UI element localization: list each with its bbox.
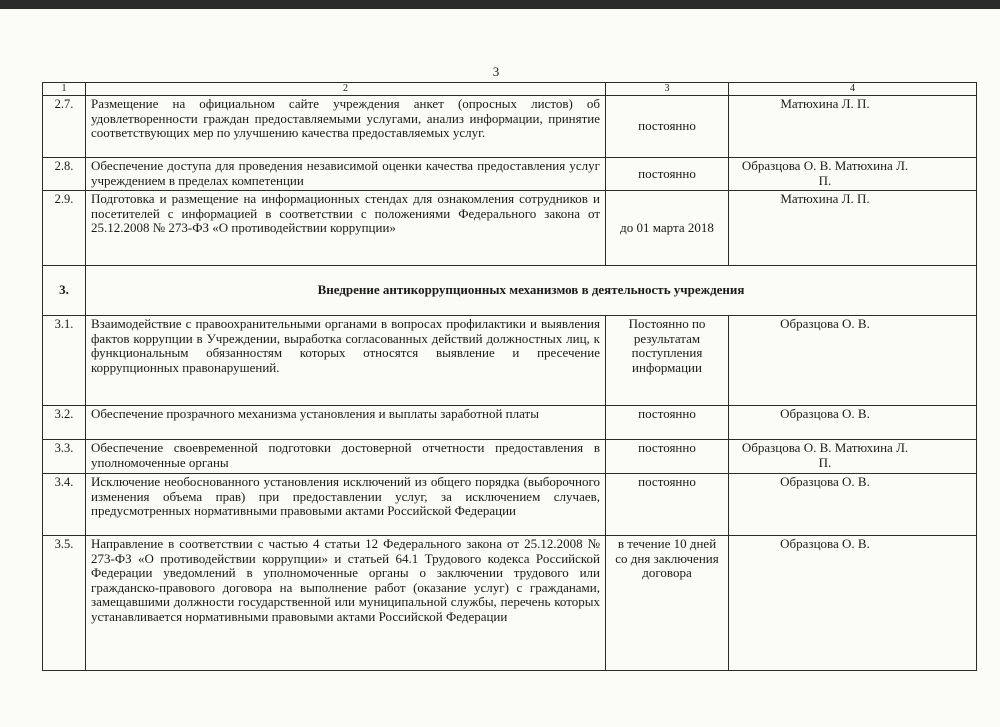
row-responsible: Образцова О. В. xyxy=(729,406,977,440)
row-description: Обеспечение прозрачного механизма установления и выплаты заработной платы xyxy=(86,406,606,440)
page-number: 3 xyxy=(492,64,500,79)
row-term: Постоянно по результатам поступления информации xyxy=(606,316,729,406)
row-number: 2.9. xyxy=(43,191,86,266)
row-description: Взаимодействие с правоохранительными органами в вопросах профилактики и выявления фактов коррупции в Учреждении, выработка согласованных действий должностных лиц, к функциональным обязанностям которых относятся выявление и пресечение коррупционных правонарушений. xyxy=(86,316,606,406)
row-responsible: Матюхина Л. П. xyxy=(729,96,977,158)
row-responsible: Образцова О. В. Матюхина Л. П. xyxy=(729,440,977,474)
row-term: постоянно xyxy=(606,96,729,158)
column-header: 3 xyxy=(606,83,729,96)
column-header: 2 xyxy=(86,83,606,96)
row-term: постоянно xyxy=(606,474,729,536)
row-number: 3.3. xyxy=(43,440,86,474)
table-row xyxy=(43,474,977,536)
column-header: 4 xyxy=(729,83,977,96)
row-description: Обеспечение доступа для проведения независимой оценки качества предоставления услуг учреждением в пределах компетенции xyxy=(86,158,606,191)
column-header: 1 xyxy=(43,83,86,96)
row-number: 2.7. xyxy=(43,96,86,158)
table-row xyxy=(43,406,977,440)
column-number-row xyxy=(43,83,977,96)
row-description: Исключение необоснованного установления исключений из общего порядка (выборочного изменения объема прав) при предоставлении услуг, за исключением случаев, предусмотренных нормативными правовыми актами Российской Федерации xyxy=(86,474,606,536)
row-responsible: Образцова О. В. Матюхина Л. П. xyxy=(729,158,977,191)
row-description: Подготовка и размещение на информационных стендах для ознакомления сотрудников и посетителей с информацией в соответствии с положениями Федерального закона от 25.12.2008 № 273-ФЗ «О противодействии коррупции» xyxy=(86,191,606,266)
row-term: постоянно xyxy=(606,406,729,440)
row-number: 2.8. xyxy=(43,158,86,191)
row-term: постоянно xyxy=(606,440,729,474)
table-row xyxy=(43,536,977,671)
row-number: 3.2. xyxy=(43,406,86,440)
row-description: Размещение на официальном сайте учреждения анкет (опросных листов) об удовлетворенности граждан предоставляемыми услугами, анализ информации, принятие соответствующих мер по улучшению качества предоставляемых услуг. xyxy=(86,96,606,158)
row-term: постоянно xyxy=(606,158,729,191)
table-row xyxy=(43,440,977,474)
row-number: 3.5. xyxy=(43,536,86,671)
table-row xyxy=(43,158,977,191)
row-number: 3.1. xyxy=(43,316,86,406)
section-number: 3. xyxy=(43,266,86,316)
row-number: 3.4. xyxy=(43,474,86,536)
table-row xyxy=(43,96,977,158)
row-responsible: Образцова О. В. xyxy=(729,474,977,536)
table-row xyxy=(43,191,977,266)
row-term: в течение 10 дней со дня заключения договора xyxy=(606,536,729,671)
scan-top-edge xyxy=(0,0,1000,9)
row-responsible: Образцова О. В. xyxy=(729,316,977,406)
table-row xyxy=(43,316,977,406)
row-description: Обеспечение своевременной подготовки достоверной отчетности предоставления в уполномоченные органы xyxy=(86,440,606,474)
row-description: Направление в соответствии с частью 4 статьи 12 Федерального закона от 25.12.2008 № 273-ФЗ «О противодействии коррупции» и статьей 64.1 Трудового кодекса Российской Федерации уведомлений в уполномоченные органы о заключении трудового или гражданско-правового договора на выполнение работ (оказание услуг) с гражданами, замещавшими должности государственной или муниципальной службы, перечень которых устанавливается нормативными правовыми актами Российской Федерации xyxy=(86,536,606,671)
section-header-row xyxy=(43,266,977,316)
section-title: Внедрение антикоррупционных механизмов в деятельность учреждения xyxy=(86,266,977,316)
row-term: до 01 марта 2018 xyxy=(606,191,729,266)
row-responsible: Матюхина Л. П. xyxy=(729,191,977,266)
row-responsible: Образцова О. В. xyxy=(729,536,977,671)
plan-table xyxy=(42,82,977,671)
